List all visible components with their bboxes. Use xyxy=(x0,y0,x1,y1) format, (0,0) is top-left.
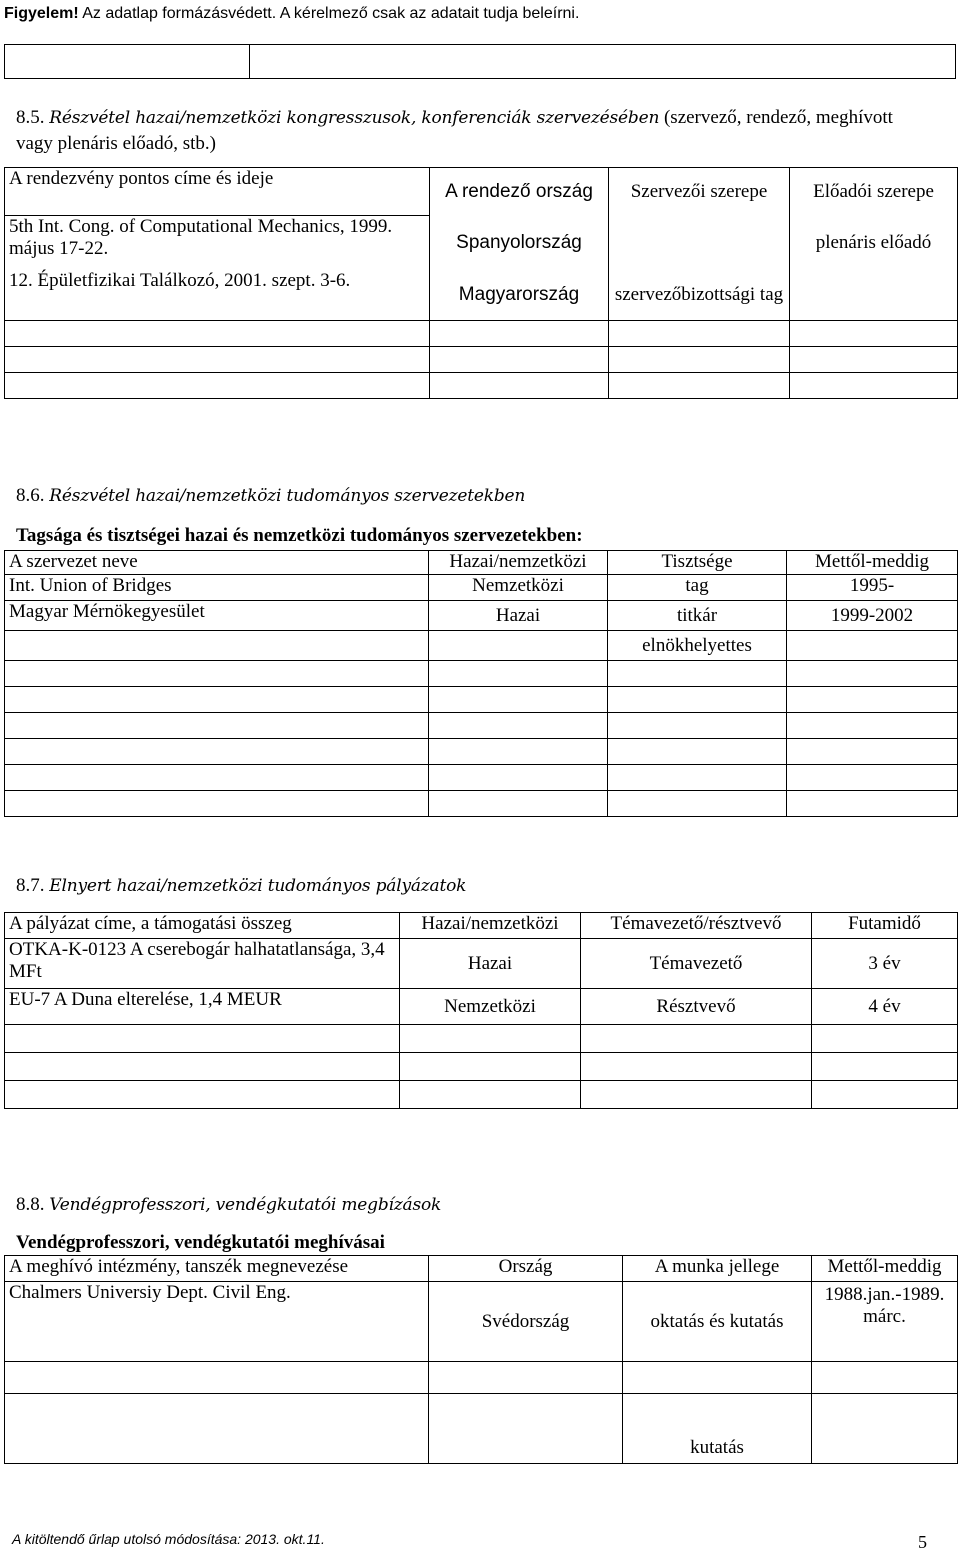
table-cell[interactable] xyxy=(5,1362,429,1394)
table-cell[interactable] xyxy=(429,1362,623,1394)
section-86-subtitle: Tagsága és tisztségei hazai és nemzetközi tudományos szervezetekben: xyxy=(16,525,583,546)
table-cell[interactable] xyxy=(787,661,958,687)
table-cell[interactable] xyxy=(429,765,608,791)
table-cell[interactable] xyxy=(787,687,958,713)
top-field-1[interactable] xyxy=(5,45,250,79)
table-cell[interactable]: titkár xyxy=(608,601,787,631)
table-cell[interactable]: 1995- xyxy=(787,575,958,601)
organizations-table xyxy=(4,550,958,817)
table-cell[interactable]: 1999-2002 xyxy=(787,601,958,631)
visiting-table xyxy=(4,1255,958,1464)
table-cell[interactable] xyxy=(5,373,430,399)
table-cell[interactable]: Hazai xyxy=(400,939,581,989)
section-88-subtitle: Vendégprofesszori, vendégkutatói meghívásai xyxy=(16,1232,385,1253)
table-cell[interactable]: 5th Int. Cong. of Computational Mechanics, 1999. május 17-22. xyxy=(5,216,430,270)
warning-text: Az adatlap formázásvédett. A kérelmező csak az adatait tudja beleírni. xyxy=(82,5,580,22)
table-cell[interactable] xyxy=(400,1025,581,1053)
table-cell[interactable] xyxy=(608,791,787,817)
table-cell[interactable]: Magyar Mérnökegyesület xyxy=(5,601,429,631)
table-cell[interactable] xyxy=(400,1053,581,1081)
table-cell[interactable] xyxy=(609,216,790,270)
table-cell[interactable] xyxy=(429,713,608,739)
table-cell[interactable]: Hazai xyxy=(429,601,608,631)
col-header: Hazai/nemzetközi xyxy=(400,913,581,939)
table-cell[interactable]: oktatás és kutatás xyxy=(623,1282,812,1362)
col-header: Témavezető/résztvevő xyxy=(581,913,812,939)
table-cell[interactable] xyxy=(787,791,958,817)
table-cell[interactable] xyxy=(812,1362,958,1394)
table-cell[interactable] xyxy=(790,270,958,321)
table-cell[interactable] xyxy=(5,1025,400,1053)
table-cell[interactable] xyxy=(5,321,430,347)
table-cell[interactable]: plenáris előadó xyxy=(790,216,958,270)
table-cell[interactable] xyxy=(608,687,787,713)
table-cell[interactable] xyxy=(581,1081,812,1109)
top-field-2[interactable] xyxy=(250,45,956,79)
table-cell[interactable] xyxy=(429,1394,623,1464)
table-cell[interactable]: kutatás xyxy=(623,1394,812,1464)
table-cell[interactable] xyxy=(430,321,609,347)
table-cell[interactable] xyxy=(430,347,609,373)
table-cell[interactable]: Magyarország xyxy=(430,270,609,321)
table-cell[interactable] xyxy=(609,373,790,399)
table-cell[interactable]: EU-7 A Duna elterelése, 1,4 MEUR xyxy=(5,989,400,1025)
warning-line xyxy=(4,5,579,23)
col-header: Tisztsége xyxy=(608,551,787,575)
table-cell[interactable] xyxy=(5,765,429,791)
col-header: Hazai/nemzetközi xyxy=(429,551,608,575)
col-header: Ország xyxy=(429,1256,623,1282)
table-cell[interactable] xyxy=(5,631,429,661)
table-cell[interactable] xyxy=(581,1025,812,1053)
table-cell[interactable] xyxy=(609,347,790,373)
congress-table xyxy=(4,167,958,399)
table-cell[interactable] xyxy=(790,373,958,399)
table-cell[interactable] xyxy=(5,739,429,765)
table-cell[interactable]: Int. Union of Bridges xyxy=(5,575,429,601)
table-cell[interactable]: tag xyxy=(608,575,787,601)
col-header: Mettől-meddig xyxy=(787,551,958,575)
col-header: A rendező ország xyxy=(430,168,609,216)
page-number: 5 xyxy=(918,1532,927,1552)
table-cell[interactable] xyxy=(430,373,609,399)
table-cell[interactable] xyxy=(429,661,608,687)
table-cell[interactable]: Spanyolország xyxy=(430,216,609,270)
table-cell[interactable] xyxy=(608,713,787,739)
table-cell[interactable]: Résztvevő xyxy=(581,989,812,1025)
table-cell[interactable] xyxy=(5,1394,429,1464)
col-header: A meghívó intézmény, tanszék megnevezése xyxy=(5,1256,429,1282)
table-cell[interactable]: 1988.jan.-1989. márc. xyxy=(812,1282,958,1362)
col-header: A rendezvény pontos címe és ideje xyxy=(5,168,430,216)
table-cell[interactable] xyxy=(5,1081,400,1109)
grants-table xyxy=(4,912,958,1109)
table-cell[interactable]: Svédország xyxy=(429,1282,623,1362)
table-cell[interactable] xyxy=(429,631,608,661)
section-87-title: 8.7. Elnyert hazai/nemzetközi tudományos pályázatok xyxy=(16,875,467,896)
table-cell[interactable] xyxy=(787,631,958,661)
table-cell[interactable]: Chalmers Universiy Dept. Civil Eng. xyxy=(5,1282,429,1362)
table-cell[interactable] xyxy=(812,1053,958,1081)
table-cell[interactable] xyxy=(608,739,787,765)
table-cell[interactable] xyxy=(609,321,790,347)
table-cell[interactable] xyxy=(790,347,958,373)
table-cell[interactable]: 3 év xyxy=(812,939,958,989)
table-cell[interactable] xyxy=(790,321,958,347)
table-cell[interactable] xyxy=(787,713,958,739)
table-cell[interactable] xyxy=(812,1081,958,1109)
col-header: A pályázat címe, a támogatási összeg xyxy=(5,913,400,939)
section-85-title: 8.5. Részvétel hazai/nemzetközi kongresszusok, konferenciák szervezésében (szervező, rendező, meghívott vagy plenáris előadó, stb.) xyxy=(16,107,893,154)
col-header: Futamidő xyxy=(812,913,958,939)
table-cell[interactable] xyxy=(812,1025,958,1053)
table-cell[interactable] xyxy=(787,765,958,791)
table-cell[interactable]: 12. Épületfizikai Találkozó, 2001. szept. 3-6. xyxy=(5,270,430,321)
table-cell[interactable] xyxy=(5,1053,400,1081)
table-cell[interactable] xyxy=(429,687,608,713)
table-cell[interactable]: Témavezető xyxy=(581,939,812,989)
warning-bold: Figyelem! xyxy=(4,5,79,22)
col-header: A munka jellege xyxy=(623,1256,812,1282)
table-cell[interactable] xyxy=(400,1081,581,1109)
table-cell[interactable] xyxy=(5,687,429,713)
col-header: Szervezői szerepe xyxy=(609,168,790,216)
table-cell[interactable] xyxy=(623,1362,812,1394)
table-cell[interactable] xyxy=(5,661,429,687)
table-cell[interactable]: OTKA-K-0123 A cserebogár halhatatlansága, 3,4 MFt xyxy=(5,939,400,989)
footer-text: A kitöltendő űrlap utolsó módosítása: 2013. okt.11. xyxy=(12,1531,325,1547)
table-cell[interactable] xyxy=(429,739,608,765)
table-cell[interactable] xyxy=(429,791,608,817)
section-88-title: 8.8. Vendégprofesszori, vendégkutatói megbízások xyxy=(16,1194,442,1215)
table-cell[interactable]: Nemzetközi xyxy=(429,575,608,601)
table-cell[interactable]: Nemzetközi xyxy=(400,989,581,1025)
table-cell[interactable]: szervezőbizottsági tag xyxy=(609,270,790,321)
table-cell[interactable]: elnökhelyettes xyxy=(608,631,787,661)
table-cell[interactable] xyxy=(608,765,787,791)
col-header: Mettől-meddig xyxy=(812,1256,958,1282)
table-cell[interactable]: 4 év xyxy=(812,989,958,1025)
table-cell[interactable] xyxy=(581,1053,812,1081)
table-cell[interactable] xyxy=(5,791,429,817)
table-cell[interactable] xyxy=(5,347,430,373)
table-cell[interactable] xyxy=(608,661,787,687)
table-cell[interactable] xyxy=(812,1394,958,1464)
col-header: A szervezet neve xyxy=(5,551,429,575)
col-header: Előadói szerepe xyxy=(790,168,958,216)
top-fields-table xyxy=(4,44,956,79)
section-86-title: 8.6. Részvétel hazai/nemzetközi tudományos szervezetekben xyxy=(16,485,526,506)
table-cell[interactable] xyxy=(787,739,958,765)
table-cell[interactable] xyxy=(5,713,429,739)
